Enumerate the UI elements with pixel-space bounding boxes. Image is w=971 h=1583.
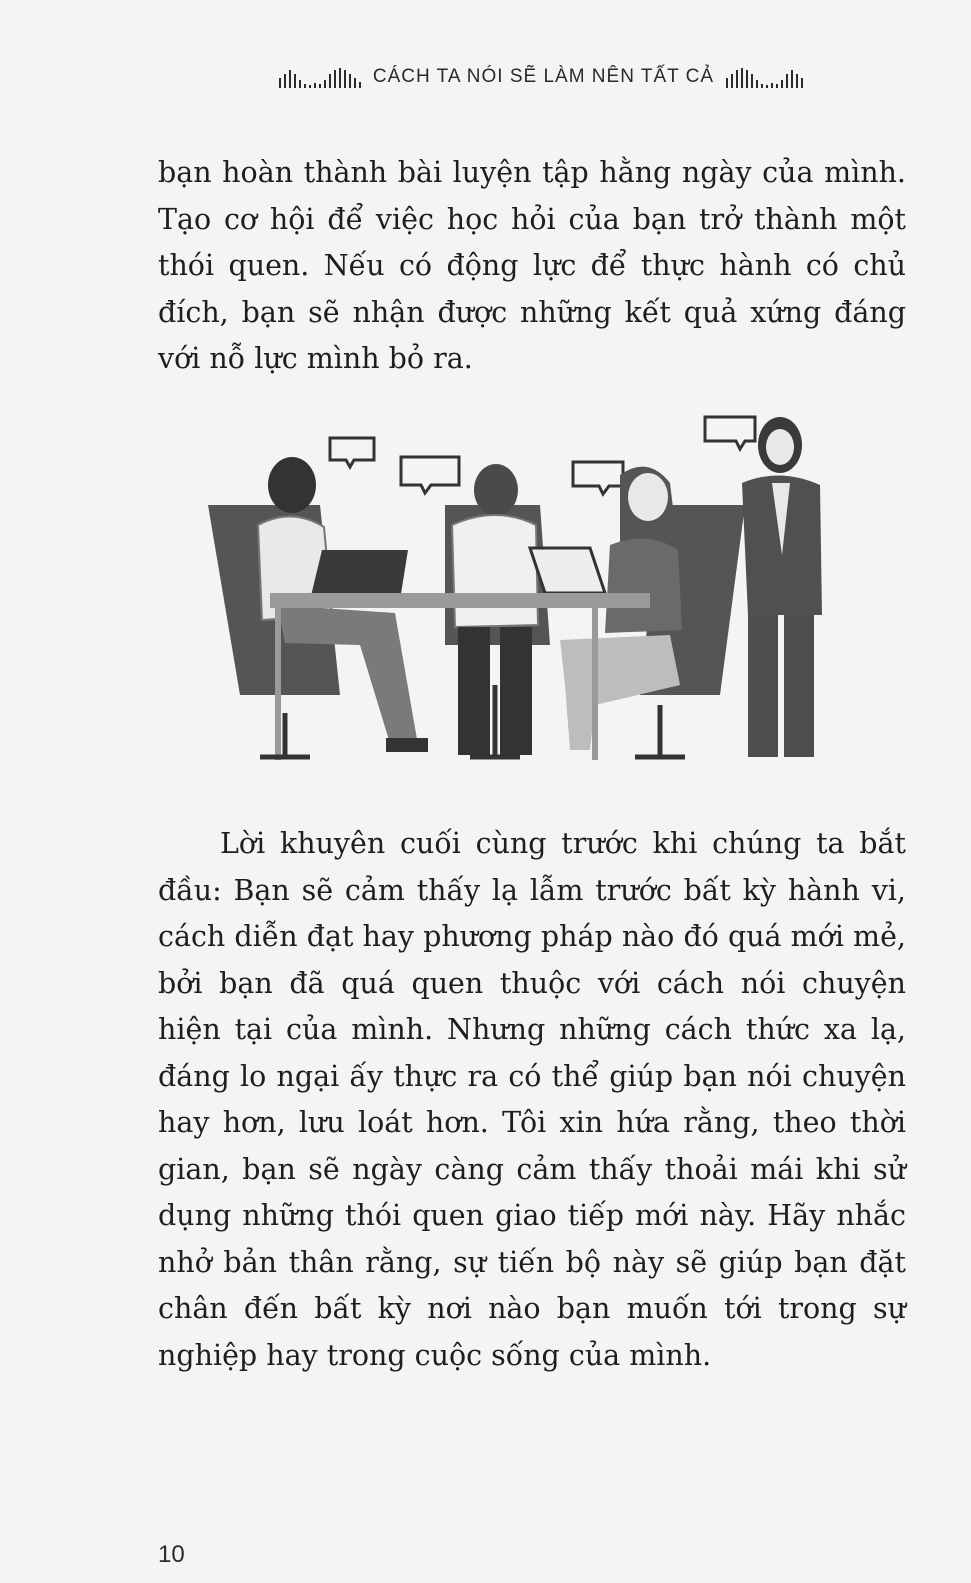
sound-wave-left-icon — [279, 66, 361, 88]
running-header — [236, 60, 846, 94]
laptop-left — [310, 550, 408, 600]
meeting-table — [270, 593, 650, 608]
speech-bubble-icons — [330, 417, 755, 494]
page-number: 10 — [158, 1541, 185, 1568]
person-standing — [742, 417, 822, 757]
body-paragraph-2: Lời khuyên cuối cùng trước khi chúng ta bắt đầu: Bạn sẽ cảm thấy lạ lẫm trước bất kỳ hành vi, cách diễn đạt hay phương pháp nào đó quá mới mẻ, bởi bạn đã quá quen thuộc với cách nói chuyện hiện tại của mình. Nhưng những cách thức xa lạ, đáng lo ngại ấy thực ra có thể giúp bạn nói chuyện hay hơn, lưu loát hơn. Tôi xin hứa rằng, theo thời gian, bạn sẽ ngày càng cảm thấy thoải mái khi sử dụng những thói quen giao tiếp mới này. Hãy nhắc nhở bản thân rằng, sự tiến bộ này sẽ giúp bạn đặt chân đến bất kỳ nơi nào bạn muốn tới trong sự nghiệp hay trong cuộc sống của mình. — [158, 827, 906, 1372]
body-paragraph-1: bạn hoàn thành bài luyện tập hằng ngày của mình. Tạo cơ hội để việc học hỏi của bạn trở thành một thói quen. Nếu có động lực để thực hành có chủ đích, bạn sẽ nhận được những kết quả xứng đáng với nỗ lực mình bỏ ra. — [158, 156, 906, 375]
person-woman — [560, 467, 682, 750]
laptop-right — [530, 548, 605, 593]
meeting-table-illustration — [200, 405, 860, 770]
sound-wave-right-icon — [726, 66, 803, 88]
running-header-title: CÁCH TA NÓI SẼ LÀM NÊN TẤT CẢ — [372, 66, 715, 87]
